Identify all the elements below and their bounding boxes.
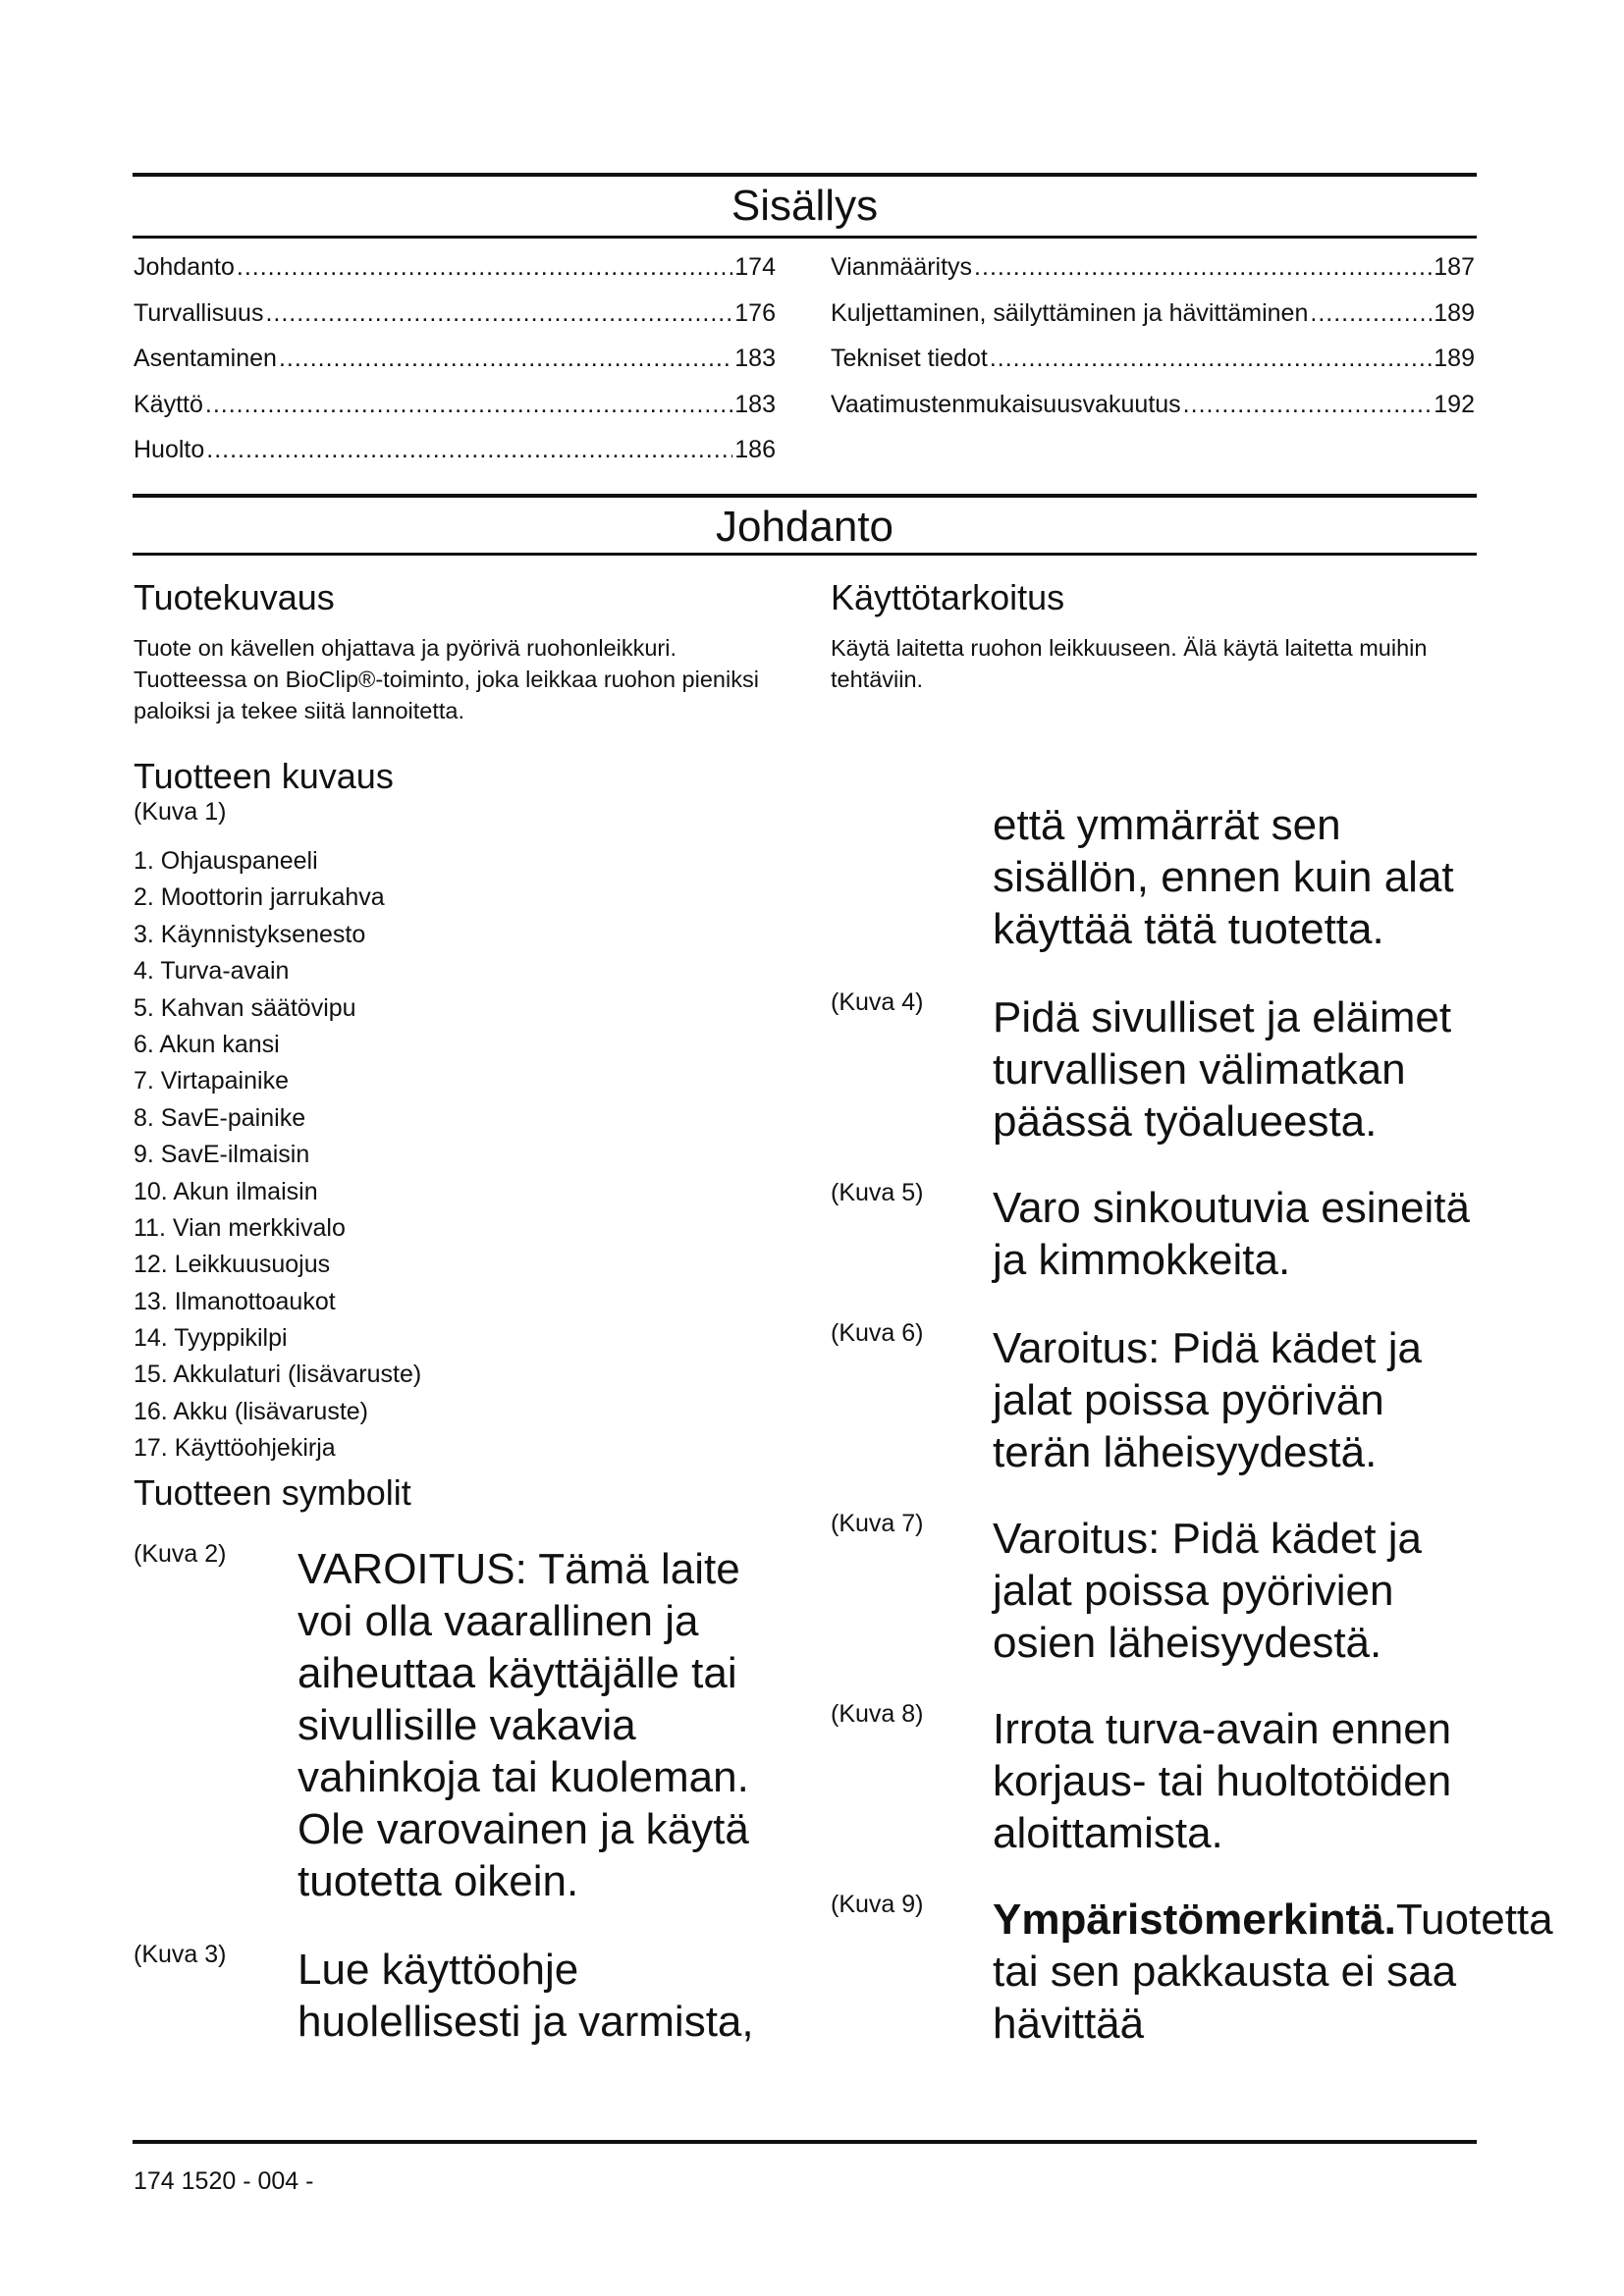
list-item: 5. Kahvan säätövipu	[134, 993, 356, 1022]
toc-entry[interactable]: Vaatimustenmukaisuusvakuutus ..... 192	[831, 390, 1475, 436]
list-item: 15. Akkulaturi (lisävaruste)	[134, 1361, 422, 1389]
toc-entry[interactable]: Asentaminen ..... 183	[134, 344, 776, 390]
figure-reference: (Kuva 9)	[831, 1891, 924, 1918]
toc-top-rule	[133, 173, 1477, 177]
list-item: 7. Virtapainike	[134, 1067, 289, 1095]
symbol-description: Irrota turva-avain ennen korjaus- tai huoltotöiden aloittamista.	[993, 1705, 1452, 1857]
list-item: 6. Akun kansi	[134, 1030, 280, 1058]
figure-reference: (Kuva 8)	[831, 1700, 924, 1728]
symbol-description: Varo sinkoutuvia esineitä ja kimmokkeita.	[993, 1184, 1470, 1284]
figure-reference: (Kuva 5)	[831, 1179, 924, 1206]
list-item: 10. Akun ilmaisin	[134, 1177, 318, 1205]
intended-use-text: Käytä laitetta ruohon leikkuuseen. Älä käytä laitetta muihin tehtäviin.	[831, 635, 1428, 692]
figure-reference: (Kuva 1)	[134, 798, 227, 826]
toc-entry[interactable]: Huolto ..... 186	[134, 435, 776, 481]
list-item: 4. Turva-avain	[134, 957, 290, 986]
list-item: 11. Vian merkkivalo	[134, 1213, 346, 1242]
symbols-heading: Tuotteen symbolit	[134, 1472, 411, 1513]
symbol-description	[993, 1894, 1553, 2050]
intro-title: Johdanto	[715, 503, 894, 551]
intended-use-heading: Käyttötarkoitus	[831, 577, 1065, 617]
symbol-description: VAROITUS: Tämä laite voi olla vaarallinen ja aiheuttaa käyttäjälle tai sivullisille vakavia vahinkoja tai kuoleman. Ole varovainen ja käytä tuotetta oikein.	[298, 1545, 749, 1905]
figure-reference: (Kuva 2)	[134, 1540, 227, 1568]
list-item: 13. Ilmanottoaukot	[134, 1287, 336, 1315]
environment-label: Ympäristömerkintä.	[993, 1896, 1396, 1944]
list-item: 1. Ohjauspaneeli	[134, 847, 318, 875]
list-item: 8. SavE-painike	[134, 1103, 306, 1132]
toc-bottom-rule	[133, 236, 1477, 239]
intro-bottom-rule	[133, 553, 1477, 556]
toc-entry[interactable]: Tekniset tiedot ..... 189	[831, 344, 1475, 390]
figure-reference: (Kuva 7)	[831, 1510, 924, 1537]
intro-top-rule	[133, 494, 1477, 498]
toc-entry[interactable]: Johdanto ..... 174	[134, 252, 776, 298]
toc-entry[interactable]: Vianmääritys ..... 187	[831, 252, 1475, 298]
list-item: 16. Akku (lisävaruste)	[134, 1397, 368, 1425]
toc-entry[interactable]: Kuljettaminen, säilyttäminen ja hävittäminen ..... 189	[831, 298, 1475, 345]
parts-list	[134, 846, 421, 1470]
symbol-description: Lue käyttöohje huolellisesti ja varmista,	[298, 1946, 754, 2046]
list-item: 2. Moottorin jarrukahva	[134, 883, 385, 912]
list-item: 12. Leikkuusuojus	[134, 1251, 331, 1279]
footer-rule	[133, 2140, 1477, 2144]
product-description-text: Tuote on kävellen ohjattava ja pyörivä ruohonleikkuri. Tuotteessa on BioClip®-toiminto, joka leikkaa ruohon pieniksi paloiksi ja tekee siitä lannoitetta.	[134, 635, 759, 723]
symbol-description: Varoitus: Pidä kädet ja jalat poissa pyörivien osien läheisyydestä.	[993, 1515, 1422, 1667]
toc-left-column	[134, 252, 776, 481]
figure-reference: (Kuva 3)	[134, 1941, 227, 1968]
symbol-description: että ymmärrät sen sisällön, ennen kuin alat käyttää tätä tuotetta.	[993, 801, 1454, 953]
toc-entry[interactable]: Turvallisuus ..... 176	[134, 298, 776, 345]
environment-text: Tuotetta tai sen pakkausta ei saa hävittää	[993, 1896, 1553, 2048]
symbol-description: Pidä sivulliset ja eläimet turvallisen välimatkan päässä työalueesta.	[993, 993, 1452, 1146]
toc-title: Sisällys	[731, 182, 879, 230]
product-overview-heading: Tuotteen kuvaus	[134, 756, 394, 796]
toc-right-column	[831, 252, 1475, 435]
toc-entry[interactable]: Käyttö ..... 183	[134, 390, 776, 436]
list-item: 17. Käyttöohjekirja	[134, 1434, 336, 1463]
list-item: 9. SavE-ilmaisin	[134, 1141, 310, 1169]
symbol-description: Varoitus: Pidä kädet ja jalat poissa pyörivän terän läheisyydestä.	[993, 1324, 1422, 1476]
list-item: 3. Käynnistyksenesto	[134, 920, 366, 948]
figure-reference: (Kuva 6)	[831, 1319, 924, 1347]
list-item: 14. Tyyppikilpi	[134, 1324, 288, 1353]
product-description-heading: Tuotekuvaus	[134, 577, 335, 617]
page-footer: 174 1520 - 004 -	[134, 2167, 314, 2195]
figure-reference: (Kuva 4)	[831, 988, 924, 1016]
